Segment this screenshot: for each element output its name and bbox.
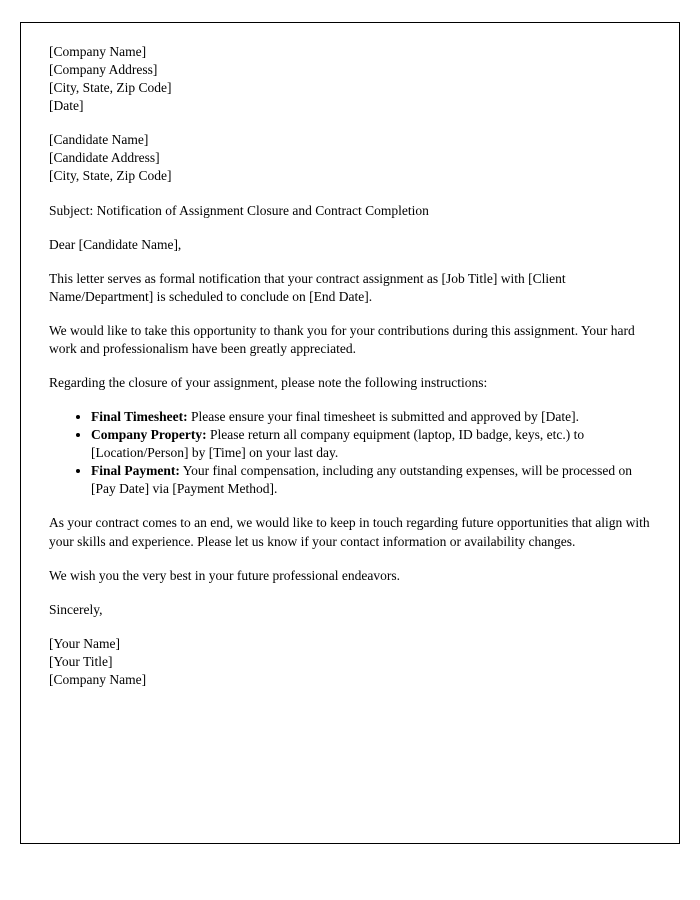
salutation: Dear [Candidate Name], <box>49 236 182 252</box>
body-paragraph-3: Regarding the closure of your assignment, please note the following instructions: <box>49 375 488 391</box>
closing-paragraph-2: We wish you the very best in your future professional endeavors. <box>49 567 400 583</box>
closing-paragraph-1: As your contract comes to an end, we would like to keep in touch regarding future opportunities that align with your skills and experience. Please let us know if your contact information or availability changes. <box>49 515 650 549</box>
signature-block <box>49 635 651 689</box>
instruction-label: Company Property: <box>91 427 207 443</box>
letter-document <box>20 22 680 844</box>
sender-company-name: [Company Name] <box>49 44 147 59</box>
instruction-text: Please return all company equipment (laptop, ID badge, keys, etc.) to [Location/Person] by [Time] on your last day. <box>91 427 585 461</box>
sender-address-block <box>49 43 651 115</box>
letter-date: [Date] <box>49 98 84 114</box>
signature-title: [Your Title] <box>49 653 113 669</box>
instruction-item-final-payment <box>91 462 651 498</box>
recipient-address: [Candidate Address] <box>49 150 160 166</box>
recipient-name: [Candidate Name] <box>49 132 149 148</box>
recipient-address-block <box>49 131 651 185</box>
sender-company-address: [Company Address] <box>49 62 158 78</box>
sender-city-state-zip: [City, State, Zip Code] <box>49 80 172 96</box>
recipient-city-state-zip: [City, State, Zip Code] <box>49 168 172 184</box>
signature-company: [Company Name] <box>49 671 147 687</box>
instruction-label: Final Timesheet: <box>91 409 188 425</box>
instruction-label: Final Payment: <box>91 463 180 479</box>
instruction-text: Your final compensation, including any outstanding expenses, will be processed on [Pay Date] via [Payment Method]. <box>91 463 633 497</box>
closure-instructions-list <box>49 408 651 498</box>
subject-line: Subject: Notification of Assignment Closure and Contract Completion <box>49 202 429 218</box>
sign-off: Sincerely, <box>49 601 103 617</box>
instruction-item-company-property <box>91 426 651 462</box>
instruction-text: Please ensure your final timesheet is submitted and approved by [Date]. <box>191 409 580 425</box>
body-paragraph-2: We would like to take this opportunity to thank you for your contributions during this assignment. Your hard work and professionalism have been greatly appreciated. <box>49 322 635 356</box>
body-paragraph-1: This letter serves as formal notification that your contract assignment as [Job Title] with [Client Name/Department] is scheduled to conclude on [End Date]. <box>49 270 566 304</box>
instruction-item-final-timesheet <box>91 408 651 426</box>
signature-name: [Your Name] <box>49 635 120 651</box>
